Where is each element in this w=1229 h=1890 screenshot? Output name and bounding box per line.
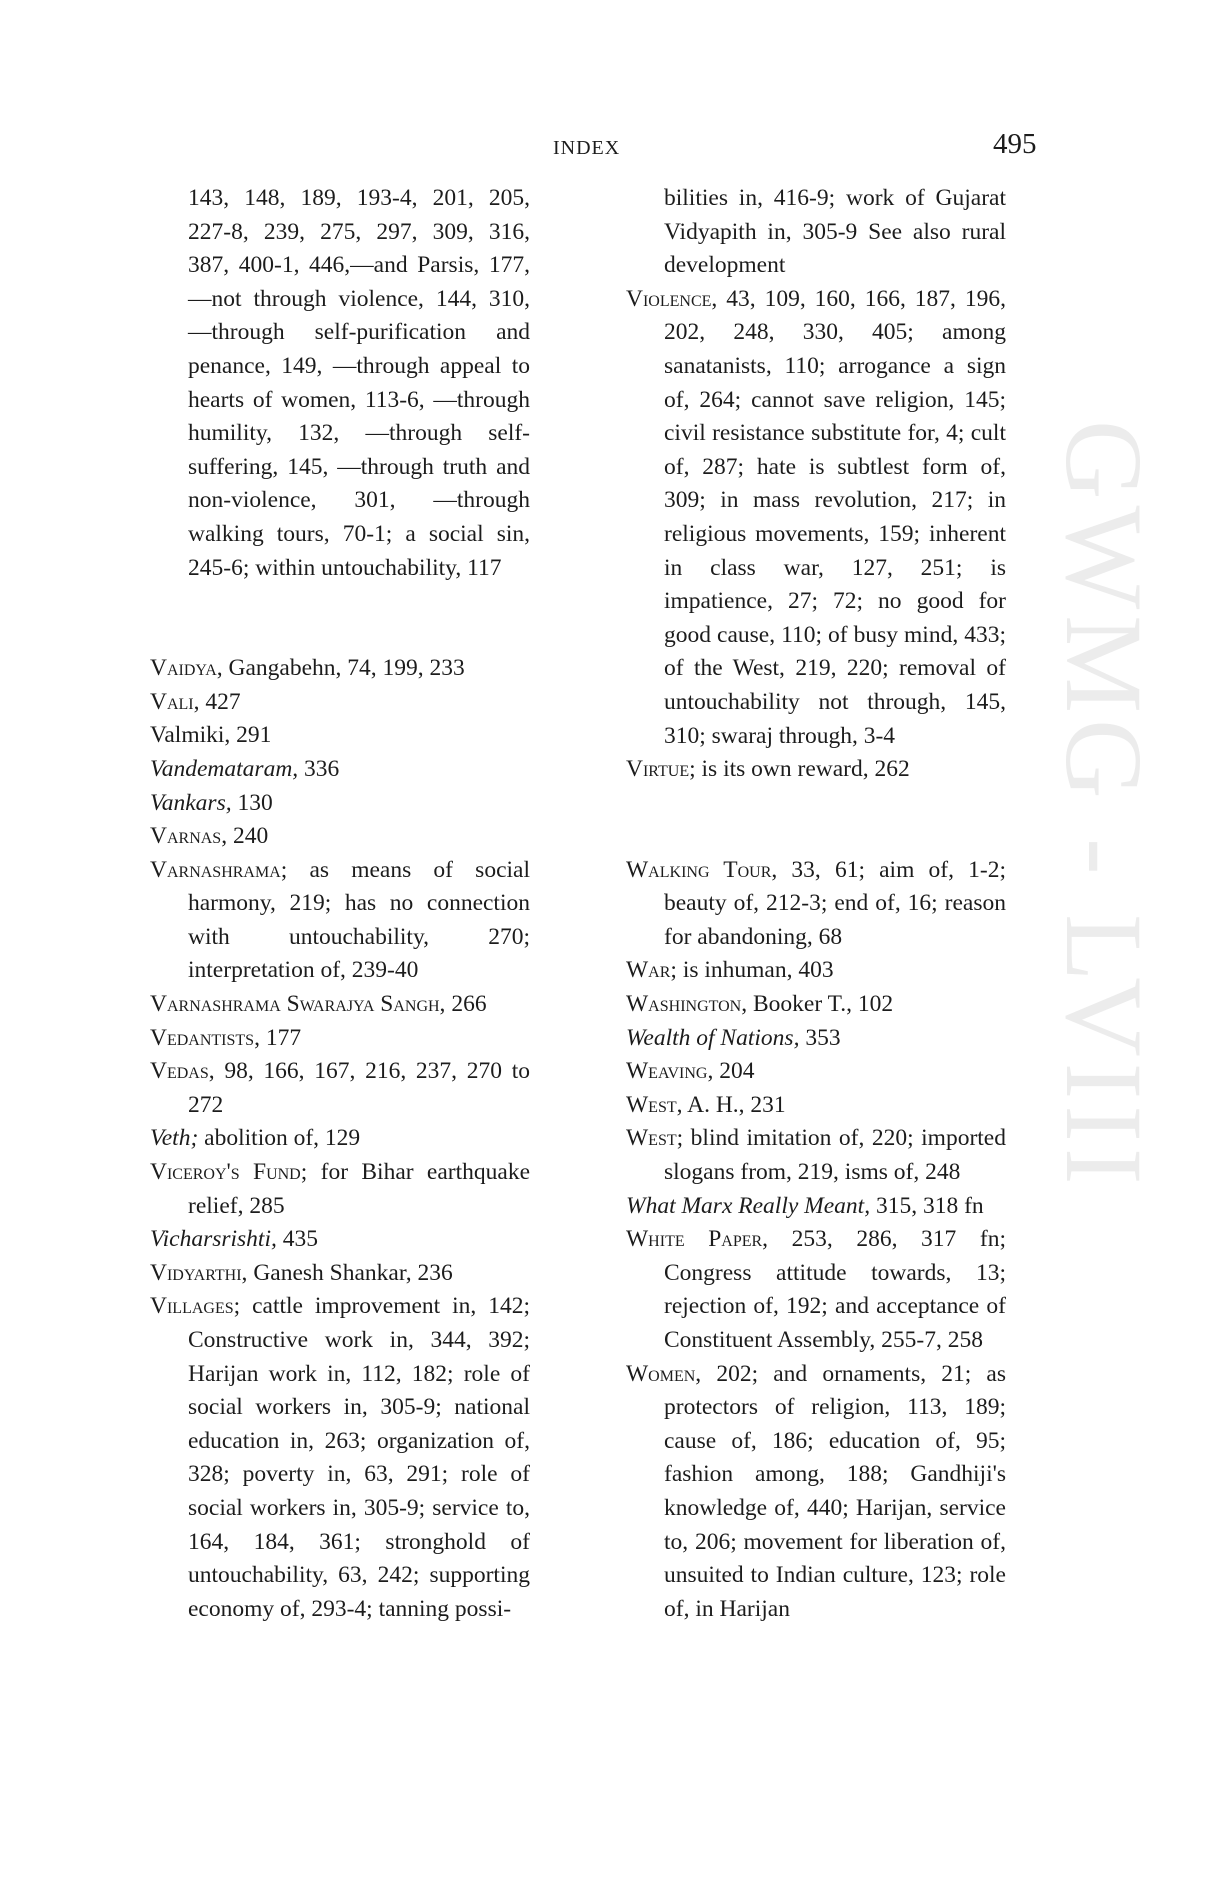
entry-locators: 43, 109, 160, 166, 187, 196, 202, 248, 330, 405; among sanatanists, 110; arrogance a sign of, 264; cannot save religion, 145; civil resistance substitute for, 4; cult of, 287; hate is subtlest form of, 309; in mass revolution, 217; in religious movements, 159; inherent in class war, 127, 251; is impatience, 27; 72; no good for good cause, 110; of busy mind, 433; of the West, 219, 220; removal of untouchability not through, 145, 310; swaraj through, 3-4 bbox=[664, 285, 1006, 749]
entry-locators: 353 bbox=[799, 1024, 841, 1051]
index-entry bbox=[626, 854, 1006, 955]
entry-locators: 427 bbox=[199, 688, 241, 715]
entry-locators: 204 bbox=[713, 1058, 755, 1085]
entry-locators: blind imitation of, 220; imported slogans from, 219, isms of, 248 bbox=[664, 1125, 1006, 1186]
index-entry bbox=[626, 988, 1006, 1022]
entry-locators: A. H., 231 bbox=[682, 1091, 786, 1118]
index-entry bbox=[150, 1022, 530, 1056]
watermark: GWMG - LVIII bbox=[1043, 420, 1165, 1191]
index-entry bbox=[626, 283, 1006, 753]
entry-heading-italic: Vandemataram, bbox=[150, 755, 299, 782]
index-entry bbox=[150, 1290, 530, 1626]
entry-heading: West, bbox=[626, 1091, 683, 1118]
page-number: 495 bbox=[993, 128, 1037, 160]
entry-locators: 253, 286, 317 fn; Congress attitude towards, 13; rejection of, 192; and acceptance of Constituent Assembly, 255-7, 258 bbox=[664, 1226, 1007, 1353]
entry-locators: is its own reward, 262 bbox=[695, 756, 910, 783]
entry-locators: 240 bbox=[227, 823, 269, 850]
index-entry bbox=[626, 1122, 1006, 1189]
entry-heading: White Paper, bbox=[626, 1226, 769, 1253]
entry-locators: for Bihar earthquake relief, 285 bbox=[188, 1159, 531, 1219]
index-entry bbox=[150, 1223, 530, 1257]
entry-heading: Varnas, bbox=[150, 823, 228, 850]
entry-heading: Violence, bbox=[626, 285, 718, 312]
entry-heading: Villages; bbox=[150, 1293, 241, 1320]
entry-heading: Varnashrama; bbox=[150, 856, 288, 883]
index-entry bbox=[150, 854, 530, 988]
index-entry bbox=[626, 1358, 1006, 1627]
index-entry bbox=[150, 719, 530, 753]
section-gap bbox=[626, 787, 1006, 854]
index-entry bbox=[626, 753, 1006, 787]
entry-locators: 435 bbox=[276, 1226, 318, 1253]
index-entry-continued bbox=[626, 182, 1006, 283]
index-entry bbox=[150, 820, 530, 854]
index-entry bbox=[150, 1156, 530, 1223]
entry-heading: Vedas, bbox=[150, 1058, 215, 1085]
index-entry bbox=[150, 652, 530, 686]
index-entry bbox=[150, 1122, 530, 1156]
entry-heading-italic: Vankars, bbox=[150, 789, 232, 816]
entry-locators: Booker T., 102 bbox=[747, 991, 894, 1018]
entry-locators: 177 bbox=[259, 1024, 302, 1051]
index-entry bbox=[150, 753, 530, 787]
index-entry bbox=[626, 954, 1006, 988]
entry-heading-italic: What Marx Really Meant, bbox=[626, 1192, 871, 1219]
entry-locators: 33, 61; aim of, 1-2; beauty of, 212-3; end of, 16; reason for abandoning, 68 bbox=[664, 856, 1006, 950]
entry-locators: 315, 318 fn bbox=[870, 1192, 984, 1219]
index-entry bbox=[626, 1190, 1006, 1224]
entry-heading: Walking Tour, bbox=[626, 856, 778, 883]
index-column-right bbox=[626, 182, 1006, 1626]
entry-locators: 130 bbox=[231, 789, 273, 816]
index-column-left bbox=[150, 182, 530, 1626]
entry-locators: cattle improvement in, 142; Constructive work in, 344, 392; Harijan work in, 112, 182; role of social workers in, 305-9; national education in, 263; organization of, 328; poverty in, 63, 291; role of social workers in, 305-9; service to, 164, 184, 361; stronghold of untouchability, 63, 242; supporting economy of, 293-4; tanning possi- bbox=[188, 1293, 530, 1622]
entry-heading-italic: Wealth of Nations, bbox=[626, 1024, 800, 1051]
index-entry bbox=[150, 686, 530, 720]
index-entry bbox=[150, 988, 530, 1022]
index-entry bbox=[626, 1022, 1006, 1056]
index-entry bbox=[626, 1089, 1006, 1123]
entry-text: bilities in, 416-9; work of Gujarat Vidyapith in, 305-9 See also rural development bbox=[664, 185, 1006, 279]
entry-heading-italic: Veth; bbox=[150, 1125, 199, 1152]
entry-heading: Washington, bbox=[626, 991, 748, 1018]
entry-heading: Virtue; bbox=[626, 756, 696, 783]
entry-text: Valmiki, 291 bbox=[150, 722, 272, 749]
entry-locators: Gangabehn, 74, 199, 233 bbox=[222, 655, 465, 682]
entry-locators: 336 bbox=[298, 755, 340, 782]
index-entry bbox=[626, 1223, 1006, 1357]
entry-text: 143, 148, 189, 193-4, 201, 205, 227-8, 239, 275, 297, 309, 316, 387, 400-1, 446,—and Parsis, 177,—not through violence, 144, 310, —through self-purification and penance, 149, —through appeal to hearts of women, 113-6, —through humility, 132, —through self-suffering, 145, —through truth and non-violence, 301, —through walking tours, 70-1; a social sin, 245-6; within untouchability, 117 bbox=[188, 185, 530, 581]
entry-locators: abolition of, 129 bbox=[198, 1125, 361, 1152]
entry-locators: is inhuman, 403 bbox=[676, 957, 834, 984]
running-head: INDEX bbox=[553, 137, 621, 159]
index-entry bbox=[150, 1055, 530, 1122]
entry-heading: Vidyarthi, bbox=[150, 1259, 248, 1286]
entry-locators: 266 bbox=[445, 991, 487, 1018]
index-entry-continued bbox=[150, 182, 530, 585]
entry-heading-italic: Vicharsrishti, bbox=[150, 1226, 277, 1253]
section-gap bbox=[150, 585, 530, 652]
entry-heading: Vali, bbox=[150, 688, 200, 715]
index-entry bbox=[150, 1257, 530, 1291]
entry-heading: Women, bbox=[626, 1360, 702, 1387]
entry-locators: 98, 166, 167, 216, 237, 270 to 272 bbox=[188, 1058, 530, 1118]
entry-heading: Vedantists, bbox=[150, 1024, 260, 1051]
entry-locators: 202; and ornaments, 21; as protectors of religion, 113, 189; cause of, 186; education of, 95; fashion among, 188; Gandhiji's knowledge of, 440; Harijan, service to, 206; movement for liberation of, unsuited to Indian culture, 123; role of, in Harijan bbox=[664, 1360, 1006, 1622]
index-entry bbox=[150, 787, 530, 821]
entry-locators: as means of social harmony, 219; has no connection with untouchability, 270; interpretation of, 239-40 bbox=[188, 856, 530, 984]
entry-heading: Weaving, bbox=[626, 1058, 714, 1085]
entry-heading: Varnashrama Swarajya Sangh, bbox=[150, 991, 446, 1018]
entry-heading: West; bbox=[626, 1125, 684, 1152]
index-entry bbox=[626, 1055, 1006, 1089]
entry-heading: Vaidya, bbox=[150, 655, 223, 682]
entry-heading: War; bbox=[626, 957, 677, 984]
entry-locators: Ganesh Shankar, 236 bbox=[247, 1259, 453, 1286]
entry-heading: Viceroy's Fund; bbox=[150, 1159, 308, 1186]
